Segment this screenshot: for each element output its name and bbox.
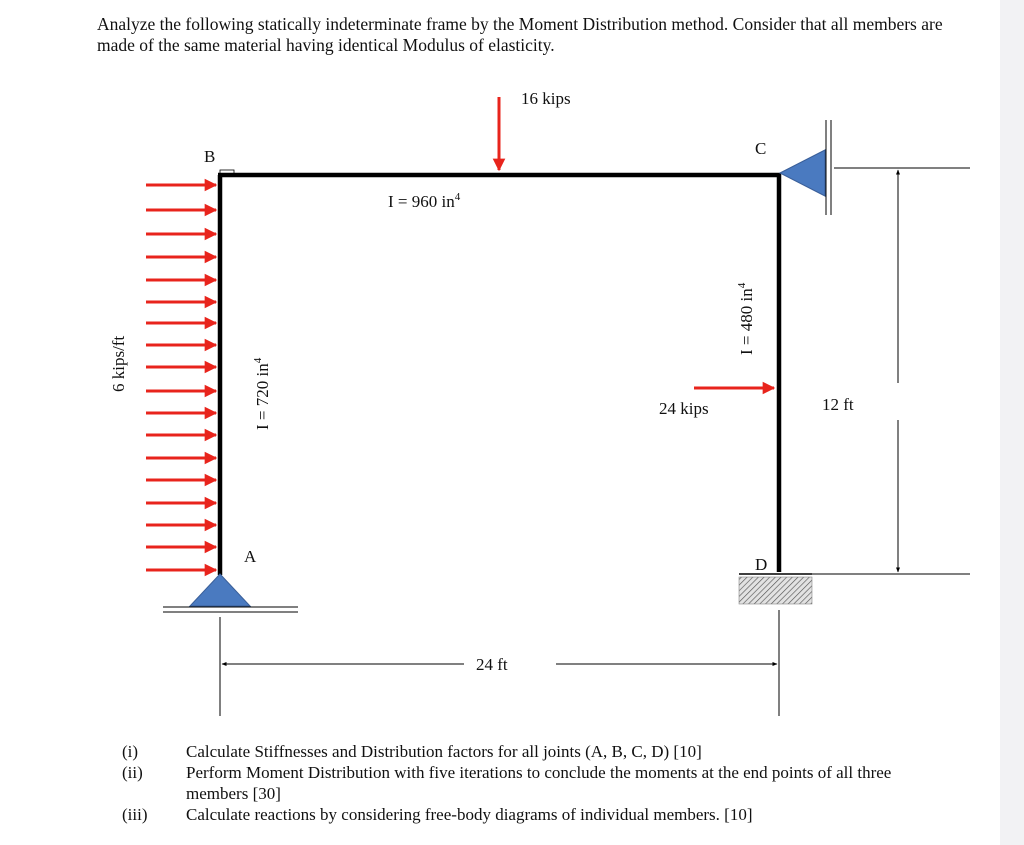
problem-statement: Analyze the following statically indeterminate frame by the Moment Distribution method. Consider that all members are made of the same material having identical Modulus of elasticity. (97, 14, 943, 55)
dimension-label-horizontal: 24 ft (476, 655, 508, 674)
distributed-load-arrows (146, 185, 216, 570)
node-label-c: C (755, 139, 767, 158)
fixed-support-d (739, 577, 812, 604)
question-number: (iii) (122, 805, 148, 824)
node-label-d: D (755, 555, 768, 574)
load-label-16: 16 kips (521, 89, 571, 108)
node-label-a: A (244, 547, 257, 566)
question-list (122, 741, 922, 825)
question-text: Calculate Stiffnesses and Distribution factors for all joints (A, B, C, D) [10] (186, 742, 702, 761)
pin-support-c (780, 150, 825, 196)
question-item (122, 762, 922, 804)
load-label-24: 24 kips (659, 399, 709, 418)
member-label-cd: I = 480 $in^4$ (736, 282, 756, 355)
pin-support-a (190, 574, 250, 606)
question-item (122, 741, 922, 762)
question-number: (ii) (122, 763, 143, 782)
node-label-b: B (204, 147, 216, 166)
question-text: Perform Moment Distribution with five iterations to conclude the moments at the end points of all three members [30] (186, 763, 892, 803)
question-text: Calculate reactions by considering free-body diagrams of individual members. [10] (186, 805, 753, 824)
member-label-bc: I = 960 $in^4$ (388, 191, 461, 211)
member-label-ab: I = 720 $in^4$ (252, 357, 272, 430)
question-item (122, 804, 922, 825)
question-number: (i) (122, 742, 139, 761)
dimension-label-vertical: 12 ft (822, 395, 854, 414)
load-label-distributed: 6 kips/ft (109, 335, 128, 392)
